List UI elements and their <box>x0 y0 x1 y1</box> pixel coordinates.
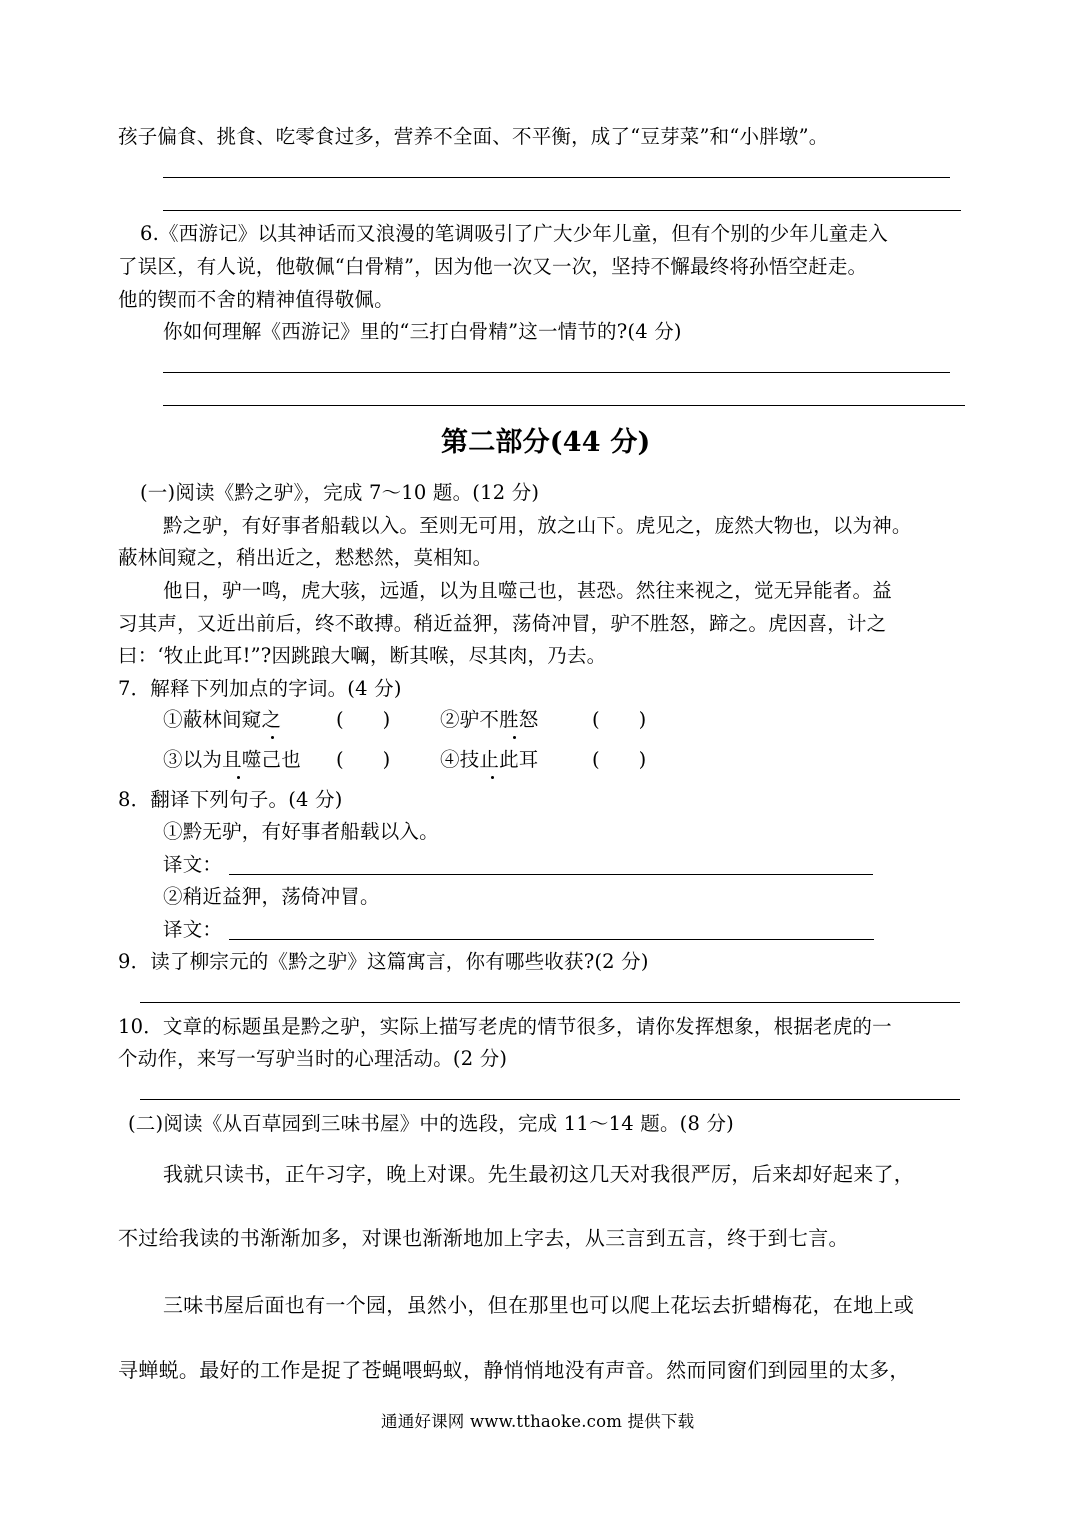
answer-line <box>229 874 873 875</box>
q8-sentence-1: ①黔无驴，有好事者船载以入。 <box>163 820 439 843</box>
q7-stem: 7．解释下列加点的字词。(4 分) <box>118 677 402 700</box>
q6-line-1: 6.《西游记》以其神话而又浪漫的笔调吸引了广大少年儿童，但有个别的少年儿童走入 <box>140 222 888 245</box>
passage-line: 他日，驴一鸣，虎大骇，远遁，以为且噬己也，甚恐。然往来视之，觉无异能者。益 <box>163 579 892 602</box>
section-heading: (二)阅读《从百草园到三味书屋》中的选段，完成 11～14 题。(8 分) <box>128 1112 734 1135</box>
q6-line-3: 他的锲而不舍的精神值得敬佩。 <box>118 288 394 311</box>
passage-line: 黔之驴，有好事者船载以入。至则无可用，放之山下。虎见之，庞然大物也，以为神。 <box>163 514 912 537</box>
answer-line <box>140 1002 960 1003</box>
section-heading: (一)阅读《黔之驴》，完成 7～10 题。(12 分) <box>140 481 540 504</box>
excerpt-line: 寻蝉蜕。最好的工作是捉了苍蝇喂蚂蚁，静悄悄地没有声音。然而同窗们到园里的太多， <box>118 1358 910 1382</box>
answer-line <box>163 405 965 406</box>
page-footer: 通通好课网 www.tthaoke.com 提供下载 <box>381 1412 695 1431</box>
answer-blank: ( ) <box>336 708 391 731</box>
answer-blank: ( ) <box>592 748 647 771</box>
q8-sentence-2: ②稍近益狎，荡倚冲冒。 <box>163 885 380 908</box>
passage-line: 习其声，又近出前后，终不敢搏。稍近益狎，荡倚冲冒，驴不胜怒，蹄之。虎因喜，计之 <box>118 612 887 635</box>
excerpt-line: 我就只读书，正午习字，晚上对课。先生最初这几天对我很严厉，后来却好起来了， <box>163 1162 915 1186</box>
answer-blank: ( ) <box>336 748 391 771</box>
q6-prompt: 你如何理解《西游记》里的“三打白骨精”这一情节的?(4 分) <box>163 320 682 343</box>
translation-label: 译文： <box>163 918 223 941</box>
q10-line-2: 个动作，来写一写驴当时的心理活动。(2 分) <box>118 1047 508 1070</box>
answer-line <box>229 939 874 940</box>
answer-line <box>163 177 950 178</box>
q7-item-2: ②驴不胜怒 <box>440 708 539 731</box>
passage-line: 曰：‘牧止此耳!”?因跳踉大㘎，断其喉，尽其肉，乃去。 <box>118 644 607 667</box>
emphasis-dot <box>491 776 494 779</box>
answer-line <box>140 1099 960 1100</box>
excerpt-line: 三味书屋后面也有一个园，虽然小，但在那里也可以爬上花坛去折蜡梅花，在地上或 <box>163 1293 915 1317</box>
answer-line <box>163 372 950 373</box>
q7-item-3: ③以为且噬己也 <box>163 748 301 771</box>
translation-label: 译文： <box>163 853 223 876</box>
part-title: 第二部分(44 分) <box>441 427 651 458</box>
emphasis-dot <box>513 736 516 739</box>
q10-line-1: 10．文章的标题虽是黔之驴，实际上描写老虎的情节很多，请你发挥想象，根据老虎的一 <box>118 1015 892 1038</box>
answer-blank: ( ) <box>592 708 647 731</box>
q6-line-2: 了误区，有人说，他敬佩“白骨精”，因为他一次又一次，坚持不懈最终将孙悟空赶走。 <box>118 255 868 278</box>
q5-text: 孩子偏食、挑食、吃零食过多，营养不全面、不平衡，成了“豆芽菜”和“小胖墩”。 <box>118 125 829 148</box>
q7-item-1: ①蔽林间窥之 <box>163 708 282 731</box>
q8-stem: 8．翻译下列句子。(4 分) <box>118 788 343 811</box>
q7-item-4: ④技止此耳 <box>440 748 539 771</box>
passage-line: 蔽林间窥之，稍出近之，慭慭然，莫相知。 <box>118 546 493 569</box>
answer-line <box>163 210 961 211</box>
excerpt-line: 不过给我读的书渐渐加多，对课也渐渐地加上字去，从三言到五言，终于到七言。 <box>118 1226 849 1250</box>
emphasis-dot <box>271 736 274 739</box>
emphasis-dot <box>237 776 240 779</box>
q9-stem: 9．读了柳宗元的《黔之驴》这篇寓言，你有哪些收获?(2 分) <box>118 950 649 973</box>
